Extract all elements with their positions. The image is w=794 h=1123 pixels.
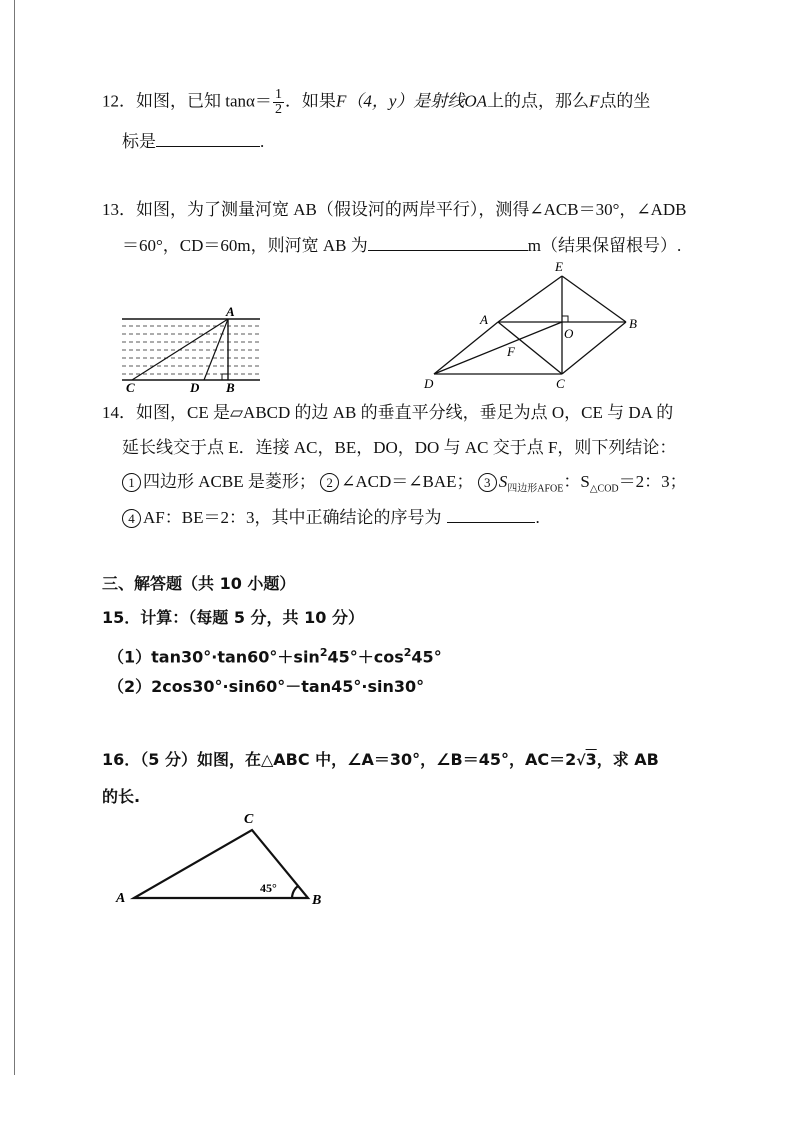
segment-EA <box>498 276 562 322</box>
q15-part1-text-b: 45°＋cos <box>327 647 404 667</box>
q12-text-a: 12．如图，已知 tanα＝ <box>102 91 272 111</box>
q13-line2-text: ＝60°，CD＝60m，则河宽 AB 为 <box>122 236 368 255</box>
q14-item3-S: S <box>498 472 508 491</box>
q14-line4-end: . <box>535 508 540 527</box>
fig14-label-A: A <box>480 312 488 327</box>
segment-DO <box>434 322 562 374</box>
q16-text-b: ，求 AB <box>596 750 659 769</box>
fig16-angle-label: 45° <box>260 881 277 895</box>
fig16-label-B: B <box>312 893 322 906</box>
q15-part2: （2）2cos30°·sin60°－tan45°·sin30° <box>108 677 425 696</box>
q12-frac-den: 2 <box>274 102 282 117</box>
angle-B-arc <box>292 886 298 898</box>
q14-item1-number: 1 <box>122 473 141 492</box>
q12-fraction <box>273 88 284 117</box>
q14-item2-text: ∠ACD＝∠BAE； <box>341 472 474 491</box>
segment-AD <box>204 319 228 380</box>
q14-line3 <box>122 471 687 500</box>
q15-title: 15．计算：（每题 5 分，共 10 分） <box>102 608 364 627</box>
river-figure <box>118 304 268 396</box>
q12-frac-num: 1 <box>274 87 282 102</box>
segment-AD <box>434 322 498 374</box>
parallelogram-figure <box>420 258 650 393</box>
q13-answer-blank[interactable] <box>368 234 528 251</box>
q12-text-d: OA <box>464 91 488 111</box>
triangle-figure <box>112 806 332 906</box>
fig14-label-B: B <box>629 316 637 331</box>
q14-item3-number: 3 <box>478 473 497 492</box>
q12-text-e: 上的点，那么 <box>487 91 590 111</box>
q14-item2-number: 2 <box>320 473 339 492</box>
q12-text-c: F（4，y）是射线 <box>335 91 465 111</box>
q14-line2: 延长线交于点 E．连接 AC，BE，DO，DO 与 AC 交于点 F，则下列结论： <box>122 438 677 457</box>
fig14-label-E: E <box>555 259 563 274</box>
triangle-ABC <box>134 830 308 898</box>
fig16-label-C: C <box>244 812 254 827</box>
fig13-label-D: D <box>190 380 200 395</box>
q13-line2-end: m（结果保留根号）. <box>527 236 682 255</box>
q15-part1-sup2: 2 <box>403 646 412 659</box>
right-angle-mark-O <box>562 316 568 322</box>
q16-sqrt-value: 3 <box>585 750 597 769</box>
fig13-label-C: C <box>126 380 135 395</box>
q15-part1-sup: 2 <box>319 646 328 659</box>
q13-line1: 13．如图，为了测量河宽 AB（假设河的两岸平行），测得∠ACB＝30°，∠ADB <box>102 200 687 219</box>
fig14-label-O: O <box>564 326 574 341</box>
q14-item4-text: AF：BE＝2：3，其中正确结论的序号为 <box>143 508 442 527</box>
q12-line2 <box>122 130 264 153</box>
q15-part1-text-c: 45° <box>411 647 442 667</box>
q16-text-a: 16．（5 分）如图，在△ABC 中，∠A＝30°，∠B＝45°，AC＝2 <box>102 750 577 769</box>
q14-line1: 14．如图，CE 是▱ABCD 的边 AB 的垂直平分线，垂足为点 O，CE 与 DA 的 <box>102 403 674 422</box>
q12-text-g: 点的坐 <box>599 91 651 111</box>
fig16-label-A: A <box>116 891 126 906</box>
q14-item3-value: ＝2：3； <box>618 472 687 491</box>
q13-line2 <box>122 234 681 257</box>
fig14-label-C: C <box>556 376 565 391</box>
segment-EB <box>562 276 626 322</box>
left-margin-line <box>14 0 15 1075</box>
section-title: 三、解答题（共 10 小题） <box>102 574 296 593</box>
fig14-label-F: F <box>507 344 515 359</box>
q14-answer-blank[interactable] <box>447 506 535 523</box>
q14-item3-sub: 四边形AFOE <box>507 483 564 495</box>
q15-part1-text-a: （1）tan30°·tan60°＋sin <box>108 647 320 667</box>
q12-text-f: F <box>589 91 600 111</box>
q16-line1: 16．（5 分）如图，在△ABC 中，∠A＝30°，∠B＝45°，AC＝2√3，求 AB <box>102 750 659 769</box>
q16-line2: 的长. <box>102 787 141 806</box>
q14-item4-number: 4 <box>122 509 141 528</box>
q14-item3-ratio: ：S <box>563 472 590 491</box>
q12-line2-end: . <box>260 132 265 151</box>
q14-item3-sub2: △COD <box>589 483 619 495</box>
q14-line4 <box>122 506 540 529</box>
segment-AC <box>132 319 228 380</box>
fig14-label-D: D <box>424 376 434 391</box>
fig13-label-A: A <box>226 304 235 319</box>
q12-line2-text: 标是 <box>122 132 156 151</box>
q12-answer-blank[interactable] <box>156 130 260 147</box>
q12-text-b: ．如果 <box>284 91 336 111</box>
fig13-label-B: B <box>226 380 235 395</box>
river-water-hatching <box>122 326 260 374</box>
q14-item1-text: 四边形 ACBE 是菱形； <box>143 472 316 491</box>
q12-line1 <box>102 88 650 117</box>
q15-part1 <box>108 642 442 668</box>
